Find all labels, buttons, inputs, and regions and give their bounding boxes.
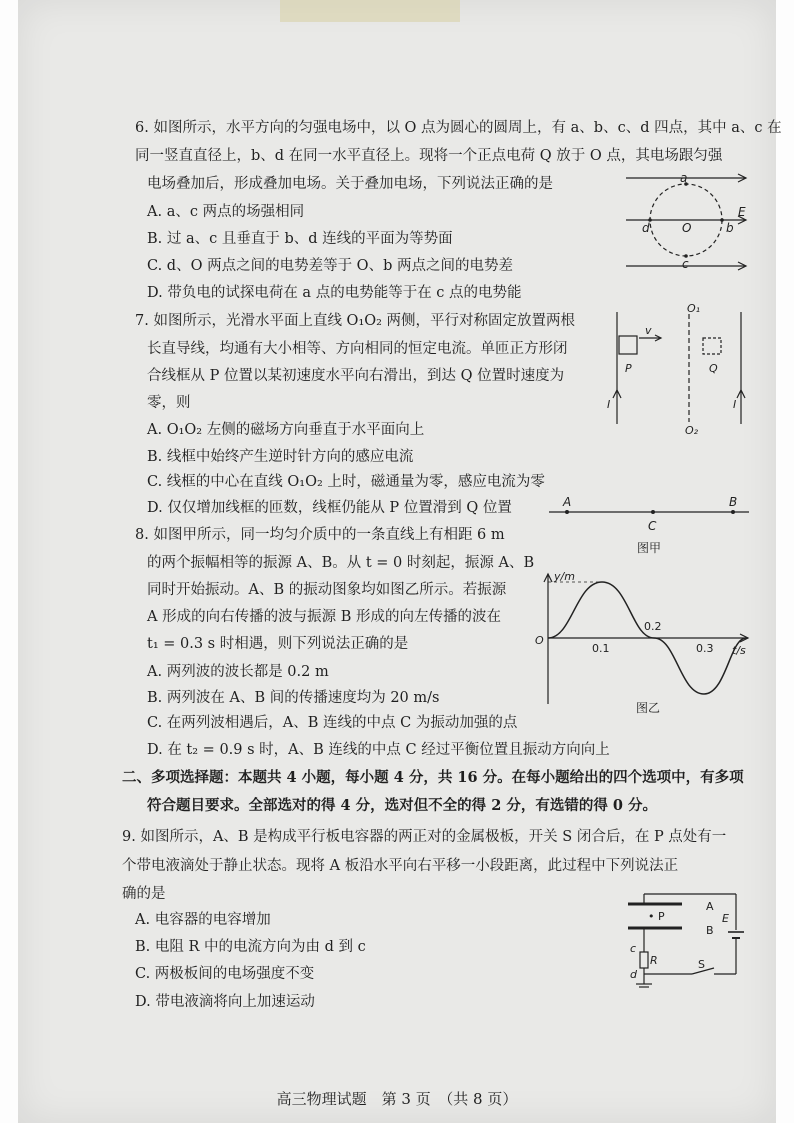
q6-option-d: D. 带负电的试探电荷在 a 点的电势能等于在 c 点的电势能 — [147, 285, 522, 301]
q7-option-d: D. 仅仅增加线框的匝数，线框仍能从 P 位置滑到 Q 位置 — [147, 500, 512, 516]
q7-label-o1: O₁ — [687, 302, 701, 315]
q9-figure — [610, 888, 750, 992]
q7-label-i-left: I — [607, 398, 611, 411]
q7-option-a: A. O₁O₂ 左侧的磁场方向垂直于水平面向上 — [147, 422, 425, 438]
q7-figure — [605, 300, 755, 436]
q8-option-c: C. 在两列波相遇后，A、B 连线的中点 C 为振动加强的点 — [147, 715, 518, 731]
q7-option-c: C. 线框的中心在直线 O₁O₂ 上时，磁通量为零，感应电流为零 — [147, 474, 545, 490]
q9-option-a: A. 电容器的电容增加 — [135, 912, 271, 928]
q7-label-q: Q — [709, 362, 718, 375]
q7-option-b: B. 线框中始终产生逆时针方向的感应电流 — [147, 449, 414, 465]
q8-line-3: 同时开始振动。A、B 的振动图象均如图乙所示。若振源 — [147, 582, 507, 598]
q9-label-s: S — [698, 958, 705, 971]
q9-option-d: D. 带电液滴将向上加速运动 — [135, 994, 315, 1010]
q6-label-c: c — [682, 257, 689, 271]
q9-option-c: C. 两极板间的电场强度不变 — [135, 966, 315, 982]
section2-line-1: 二、多项选择题：本题共 4 小题，每小题 4 分，共 16 分。在每小题给出的四个选项中，有多项 — [122, 769, 744, 786]
q6-line-1: 6. 如图所示，水平方向的匀强电场中，以 O 点为圆心的圆周上，有 a、b、c、d 四点，其中 a、c 在 — [135, 120, 782, 136]
q6-figure — [622, 168, 754, 276]
q7-label-p: P — [625, 362, 632, 375]
page-footer: 高三物理试题 第 3 页 （共 8 页） — [276, 1090, 518, 1108]
q9-line-3: 确的是 — [122, 886, 166, 902]
q7-label-o2: O₂ — [685, 424, 699, 436]
q8-yi-tick-2: 0.2 — [644, 620, 662, 633]
q6-option-c: C. d、O 两点之间的电势差等于 O、b 两点之间的电势差 — [147, 258, 513, 274]
q8-yi-tick-1: 0.1 — [592, 642, 610, 655]
q6-label-o: O — [682, 221, 692, 235]
q7-line-4: 零，则 — [147, 395, 191, 411]
q8-yi-caption: 图乙 — [636, 701, 661, 715]
q7-label-v: v — [645, 324, 652, 337]
q8-figure-yi — [532, 568, 756, 716]
q8-yi-tick-3: 0.3 — [696, 642, 714, 655]
q9-line-1: 9. 如图所示，A、B 是构成平行板电容器的两正对的金属极板，开关 S 闭合后，在 P 点处有一 — [122, 829, 727, 845]
q8-jia-label-c: C — [648, 519, 657, 533]
q9-label-e: E — [722, 912, 729, 925]
q9-label-a: A — [706, 900, 714, 913]
q8-jia-caption: 图甲 — [637, 541, 662, 555]
q8-yi-xlabel: t/s — [732, 644, 746, 657]
q9-label-c: c — [630, 942, 637, 955]
q9-label-p: • P — [648, 910, 665, 923]
q6-option-b: B. 过 a、c 且垂直于 b、d 连线的平面为等势面 — [147, 231, 453, 247]
q8-line-1: 8. 如图甲所示，同一均匀介质中的一条直线上有相距 6 m — [135, 527, 505, 543]
q8-option-d: D. 在 t₂ = 0.9 s 时，A、B 连线的中点 C 经过平衡位置且振动方向向上 — [147, 742, 610, 758]
q8-option-b: B. 两列波在 A、B 间的传播速度均为 20 m/s — [147, 690, 440, 706]
q8-line-2: 的两个振幅相等的振源 A、B。从 t = 0 时刻起，振源 A、B — [147, 555, 535, 571]
q6-label-e: E — [738, 205, 746, 219]
q6-label-b: b — [726, 221, 734, 235]
section2-line-2: 符合题目要求。全部选对的得 4 分，选对但不全的得 2 分，有选错的得 0 分。 — [147, 797, 658, 814]
q9-label-r: R — [650, 954, 658, 967]
q9-line-2: 个带电液滴处于静止状态。现将 A 板沿水平向右平移一小段距离，此过程中下列说法正 — [122, 858, 679, 874]
q7-line-1: 7. 如图所示，光滑水平面上直线 O₁O₂ 两侧，平行对称固定放置两根 — [135, 313, 576, 329]
q8-line-5: t₁ = 0.3 s 时相遇，则下列说法正确的是 — [147, 636, 409, 652]
q9-label-b: B — [706, 924, 714, 937]
q6-option-a: A. a、c 两点的场强相同 — [147, 204, 305, 220]
q7-line-3: 合线框从 P 位置以某初速度水平向右滑出，到达 Q 位置时速度为 — [147, 368, 565, 384]
q8-option-a: A. 两列波的波长都是 0.2 m — [147, 664, 329, 680]
q8-jia-label-a: A — [563, 495, 572, 509]
q8-yi-ylabel: y/m — [554, 570, 575, 583]
q8-line-4: A 形成的向右传播的波与振源 B 形成的向左传播的波在 — [147, 609, 501, 625]
q6-label-a: a — [680, 171, 688, 185]
top-band — [280, 0, 460, 22]
q9-label-d: d — [630, 968, 637, 981]
q6-line-3: 电场叠加后，形成叠加电场。关于叠加电场，下列说法正确的是 — [147, 176, 553, 192]
q7-label-i-right: I — [733, 398, 737, 411]
q6-line-2: 同一竖直直径上，b、d 在同一水平直径上。现将一个正点电荷 Q 放于 O 点，其电场跟匀强 — [135, 148, 723, 164]
q8-yi-origin: O — [535, 634, 544, 647]
q6-label-d: d — [642, 221, 650, 235]
q9-option-b: B. 电阻 R 中的电流方向为由 d 到 c — [135, 939, 366, 955]
q8-jia-label-b: B — [729, 495, 738, 509]
q7-line-2: 长直导线，均通有大小相等、方向相同的恒定电流。单匝正方形闭 — [147, 341, 568, 357]
q8-figure-jia — [545, 494, 755, 556]
